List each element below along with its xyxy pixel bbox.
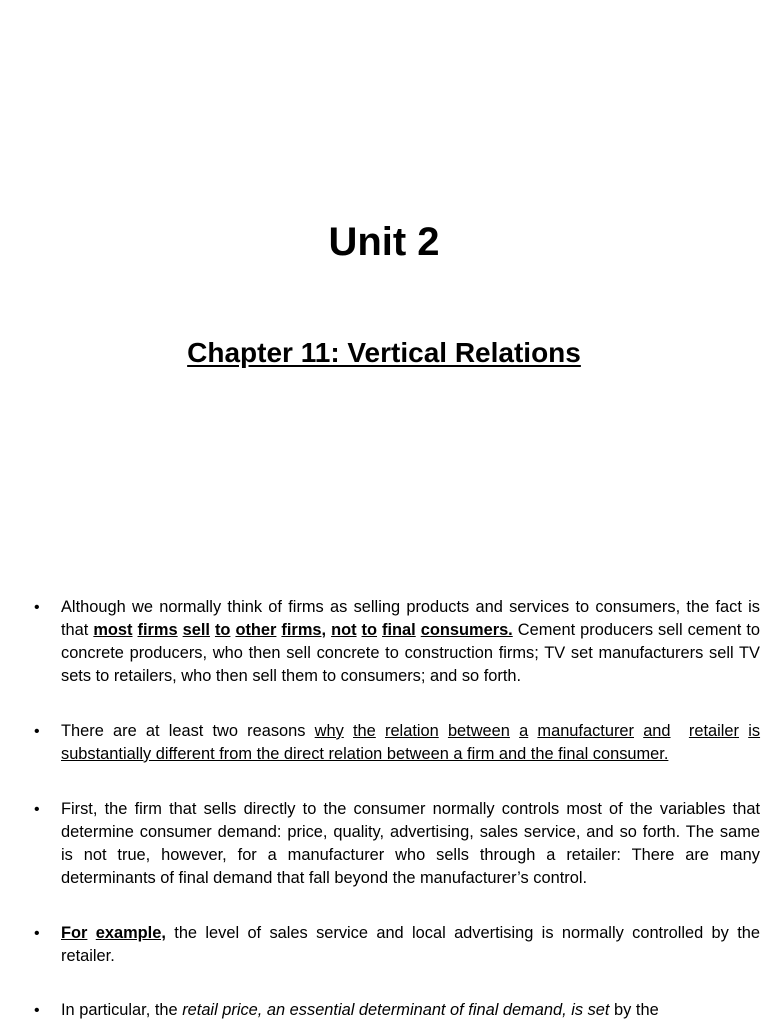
underlined-text: is substantially different from the direct relation between a firm and the final consumer. bbox=[61, 722, 761, 763]
underlined-text: retailer bbox=[688, 722, 740, 740]
emphasis: example, bbox=[95, 924, 166, 942]
emphasis: to bbox=[214, 621, 231, 639]
underlined-text: and bbox=[643, 722, 671, 740]
underlined-text: why bbox=[314, 722, 344, 740]
emphasis: to bbox=[361, 621, 378, 639]
bullet-text: by the bbox=[609, 1001, 659, 1019]
bullet-list bbox=[0, 596, 768, 1022]
italic-text: retail price, an essential determinant of final demand, is set bbox=[182, 1001, 610, 1019]
emphasis: firms, bbox=[281, 621, 327, 639]
bullet-icon: • bbox=[34, 1002, 40, 1019]
underlined-text: between bbox=[447, 722, 510, 740]
emphasis: final bbox=[382, 621, 416, 639]
bullet-text: First, the firm that sells directly to the consumer normally controls most of the variables that determine consumer demand: price, quality, advertising, sales service, and so forth. The same is not true, however, for a manufacturer who sells through a retailer: There are many determinants of final demand that fall beyond the manufacturer’s control. bbox=[61, 800, 760, 887]
bullet-icon: • bbox=[34, 801, 40, 818]
underlined-text: a bbox=[519, 722, 529, 740]
underlined-text: manufacturer bbox=[537, 722, 634, 740]
underlined-text: relation bbox=[384, 722, 439, 740]
bullet-text: In particular, the bbox=[61, 1001, 183, 1019]
emphasis: not bbox=[331, 621, 357, 639]
emphasis: other bbox=[235, 621, 277, 639]
bullet-text: the level of sales service and local advertising is normally controlled by the retailer. bbox=[61, 924, 760, 965]
bullet-icon: • bbox=[34, 599, 40, 616]
bullet-item bbox=[34, 999, 760, 1022]
emphasis: firms bbox=[137, 621, 178, 639]
bullet-icon: • bbox=[34, 925, 40, 942]
emphasis: most bbox=[93, 621, 133, 639]
bullet-icon: • bbox=[34, 723, 40, 740]
unit-title: Unit 2 bbox=[328, 220, 440, 264]
bullet-text: There are at least two reasons bbox=[61, 722, 315, 740]
emphasis: consumers. bbox=[420, 621, 513, 639]
bullet-text: Although we normally think of firms as selling products and services to consumers, the fact is that bbox=[61, 598, 760, 639]
bullet-item bbox=[34, 798, 760, 890]
bullet-text: Cement producers sell cement to concrete producers, who then sell concrete to construction firms; TV set manufacturers sell TV sets to retailers, who then sell them to consumers; and so forth. bbox=[61, 621, 760, 685]
chapter-title: Chapter 11: Vertical Relations bbox=[187, 337, 581, 368]
emphasis: sell bbox=[182, 621, 210, 639]
bullet-item bbox=[34, 596, 760, 688]
bullet-item bbox=[34, 922, 760, 968]
emphasis: For bbox=[61, 924, 88, 942]
underlined-text: the bbox=[353, 722, 376, 740]
bullet-item bbox=[34, 720, 761, 766]
